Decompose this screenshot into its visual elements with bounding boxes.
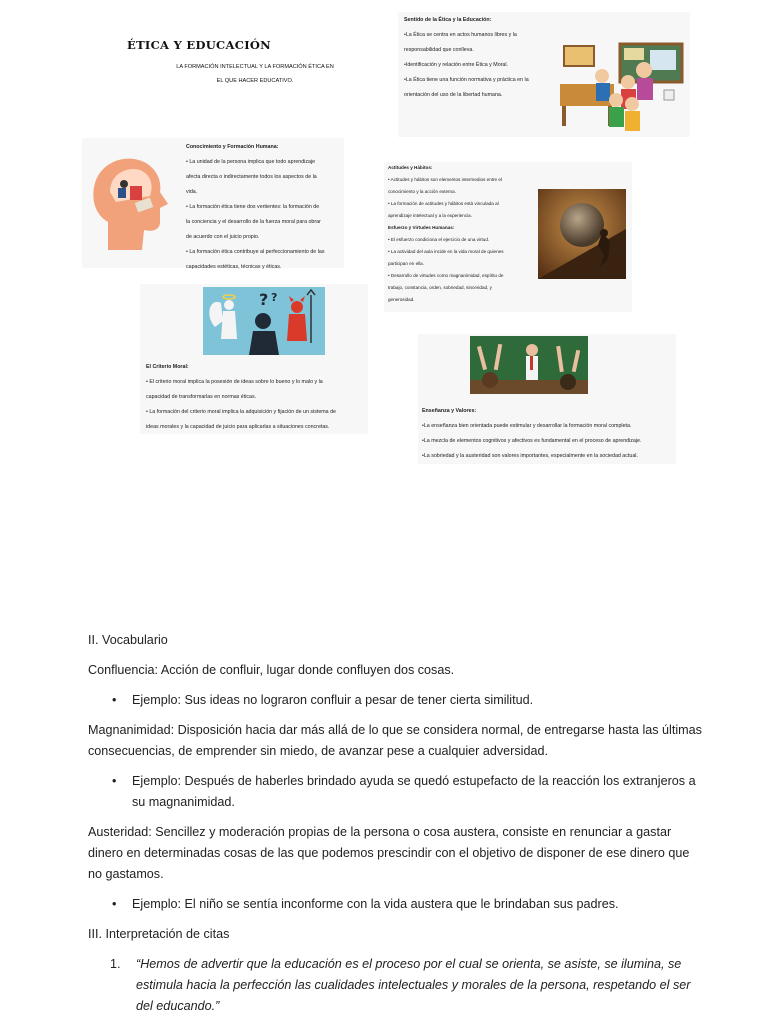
esfuerzo-heading: Esfuerzo y Virtudes Humanas: bbox=[388, 225, 455, 230]
actitudes-line: aprendizaje intelectual y a la experiencia. bbox=[388, 213, 473, 218]
magnanimidad-example-line: Ejemplo: Después de haberles brindado ayuda se quedó estupefacto de la reacción los extranjeros a bbox=[132, 774, 696, 788]
actitudes-line: conocimiento y la acción externa. bbox=[388, 189, 456, 194]
austeridad-line: dinero en determinadas cosas de las que podemos prescindir con el objetivo de disponer de ese dinero que bbox=[88, 846, 690, 860]
conocimiento-line: • La unidad de la persona implica que todo aprendizaje bbox=[186, 159, 316, 165]
conocimiento-line: la conciencia y el desarrollo de la fuerza moral para obrar bbox=[186, 219, 321, 225]
ensenanza-line: •La sobriedad y la austeridad son valores importantes, especialmente en la sociedad actual. bbox=[422, 453, 638, 459]
conocimiento-line: afecta directa o indirectamente todos los aspectos de la bbox=[186, 174, 317, 180]
conocimiento-line: vida. bbox=[186, 189, 198, 195]
angel-devil-illustration bbox=[203, 287, 325, 355]
sentido-line: responsabilidad que conlleva. bbox=[404, 47, 474, 53]
sentido-line: orientación del uso de la libertad humana. bbox=[404, 92, 503, 98]
quote-line: estimula hacia la perfección las cualidades intelectuales y morales de la persona, respetando el ser bbox=[136, 978, 691, 992]
ensenanza-text bbox=[422, 404, 682, 464]
criterio-line: • La formación del criterio moral implica la adquisición y fijación de un sistema de bbox=[146, 409, 336, 415]
ensenanza-line: •La enseñanza bien orientada puede estimular y desarrollar la formación moral completa. bbox=[422, 423, 632, 429]
sentido-text bbox=[404, 13, 554, 103]
criterio-line: • El criterio moral implica la posesión de ideas sobre lo bueno y lo malo y la bbox=[146, 379, 323, 385]
list-item bbox=[88, 771, 712, 813]
document-body bbox=[88, 630, 712, 1017]
esfuerzo-line: participan en ella. bbox=[388, 261, 425, 266]
esfuerzo-line: trabajo, constancia, orden, sobriedad, sinceridad, y bbox=[388, 285, 492, 290]
ensenanza-heading: Enseñanza y Valores: bbox=[422, 408, 477, 414]
esfuerzo-line: generosidad. bbox=[388, 297, 415, 302]
actitudes-line: • Actitudes y hábitos son elementos intermedios entre el bbox=[388, 177, 502, 182]
poster-title: ÉTICA Y EDUCACIÓN bbox=[127, 38, 271, 52]
conocimiento-text bbox=[186, 140, 346, 275]
austeridad-definition bbox=[88, 822, 712, 885]
actitudes-line: • La formación de actitudes y hábitos está vinculada al bbox=[388, 201, 499, 206]
austeridad-line: no gastamos. bbox=[88, 867, 164, 881]
conocimiento-line: • La formación ética contribuye al perfeccionamiento de las bbox=[186, 249, 325, 255]
esfuerzo-line: • La actividad del aula incide en la vida moral de quienes bbox=[388, 249, 504, 254]
sentido-line: •La Ética tiene una función normativa y práctica en la bbox=[404, 77, 529, 83]
head-mind-illustration bbox=[88, 152, 170, 252]
criterio-heading: El Criterio Moral: bbox=[146, 364, 189, 370]
criterio-line: ideas morales y la capacidad de juicio para aplicarlas a situaciones concretas. bbox=[146, 424, 330, 430]
magnanimidad-example-line: su magnanimidad. bbox=[132, 795, 235, 809]
criterio-text bbox=[146, 360, 376, 435]
sentido-heading: Sentido de la Ética y la Educación: bbox=[404, 17, 492, 23]
magnanimidad-line: consecuencias, de emprender sin miedo, de avanzar pese a cualquier adversidad. bbox=[88, 744, 548, 758]
quote-item bbox=[88, 954, 712, 1017]
bullet-icon: • bbox=[112, 774, 117, 788]
conocimiento-line: • La formación ética tiene dos vertientes: la formación de bbox=[186, 204, 320, 210]
svg-text:?: ? bbox=[259, 290, 269, 309]
austeridad-example: Ejemplo: El niño se sentía inconforme con la vida austera que le brindaban sus padres. bbox=[132, 897, 619, 911]
criterio-line: capacidad de transformarlas en normas éticas. bbox=[146, 394, 257, 400]
conocimiento-line: capacidades estéticas, técnicas y éticas. bbox=[186, 264, 282, 270]
list-item bbox=[88, 894, 712, 915]
classroom-hands-photo bbox=[470, 336, 588, 394]
quote-line: “Hemos de advertir que la educación es el proceso por el cual se orienta, se asiste, se ilumina, se bbox=[136, 957, 682, 971]
bullet-icon: • bbox=[112, 897, 117, 911]
conocimiento-line: de acuerdo con el juicio propio. bbox=[186, 234, 260, 240]
section-heading-citas: III. Interpretación de citas bbox=[88, 927, 230, 941]
classroom-illustration bbox=[558, 40, 688, 135]
sentido-line: •La Ética se centra en actos humanos libres y la bbox=[404, 32, 517, 38]
quote-number: 1. bbox=[110, 957, 121, 971]
bullet-icon: • bbox=[112, 693, 117, 707]
svg-text:?: ? bbox=[271, 291, 278, 304]
list-item bbox=[88, 690, 712, 711]
poster-subtitle bbox=[150, 60, 360, 88]
ensenanza-line: •La mezcla de elementos cognitivos y afectivos es fundamental en el proceso de aprendizaje. bbox=[422, 438, 642, 444]
boulder-pushing-photo bbox=[538, 189, 626, 279]
confluencia-example: Ejemplo: Sus ideas no lograron confluir a pesar de tener cierta similitud. bbox=[132, 693, 534, 707]
poster-subtitle-line1: LA FORMACIÓN INTELECTUAL Y LA FORMACIÓN ÉTICA EN bbox=[176, 64, 334, 70]
sentido-line: •Identificación y relación entre Ética y Moral. bbox=[404, 62, 509, 68]
actitudes-heading: Actitudes y Hábitos: bbox=[388, 165, 433, 170]
actitudes-text bbox=[388, 162, 536, 306]
poster-subtitle-line2: EL QUE HACER EDUCATIVO. bbox=[216, 78, 294, 84]
esfuerzo-line: • Desarrollo de virtudes como magnanimidad, espíritu de bbox=[388, 273, 504, 278]
quote-line: del educando.” bbox=[136, 999, 220, 1013]
magnanimidad-example bbox=[132, 771, 696, 813]
austeridad-line: Austeridad: Sencillez y moderación propias de la persona o cosa austera, consiste en renunciar a gastar bbox=[88, 825, 672, 839]
magnanimidad-definition bbox=[88, 720, 712, 762]
quote-text bbox=[136, 954, 690, 1017]
section-heading-vocabulario: II. Vocabulario bbox=[88, 633, 168, 647]
esfuerzo-line: • El esfuerzo condiciona el ejercicio de una virtud. bbox=[388, 237, 490, 242]
confluencia-definition: Confluencia: Acción de confluir, lugar donde confluyen dos cosas. bbox=[88, 663, 455, 677]
conocimiento-heading: Conocimiento y Formación Humana: bbox=[186, 144, 279, 150]
magnanimidad-line: Magnanimidad: Disposición hacia dar más allá de lo que se considera normal, de entregarse hasta las últimas bbox=[88, 723, 702, 737]
